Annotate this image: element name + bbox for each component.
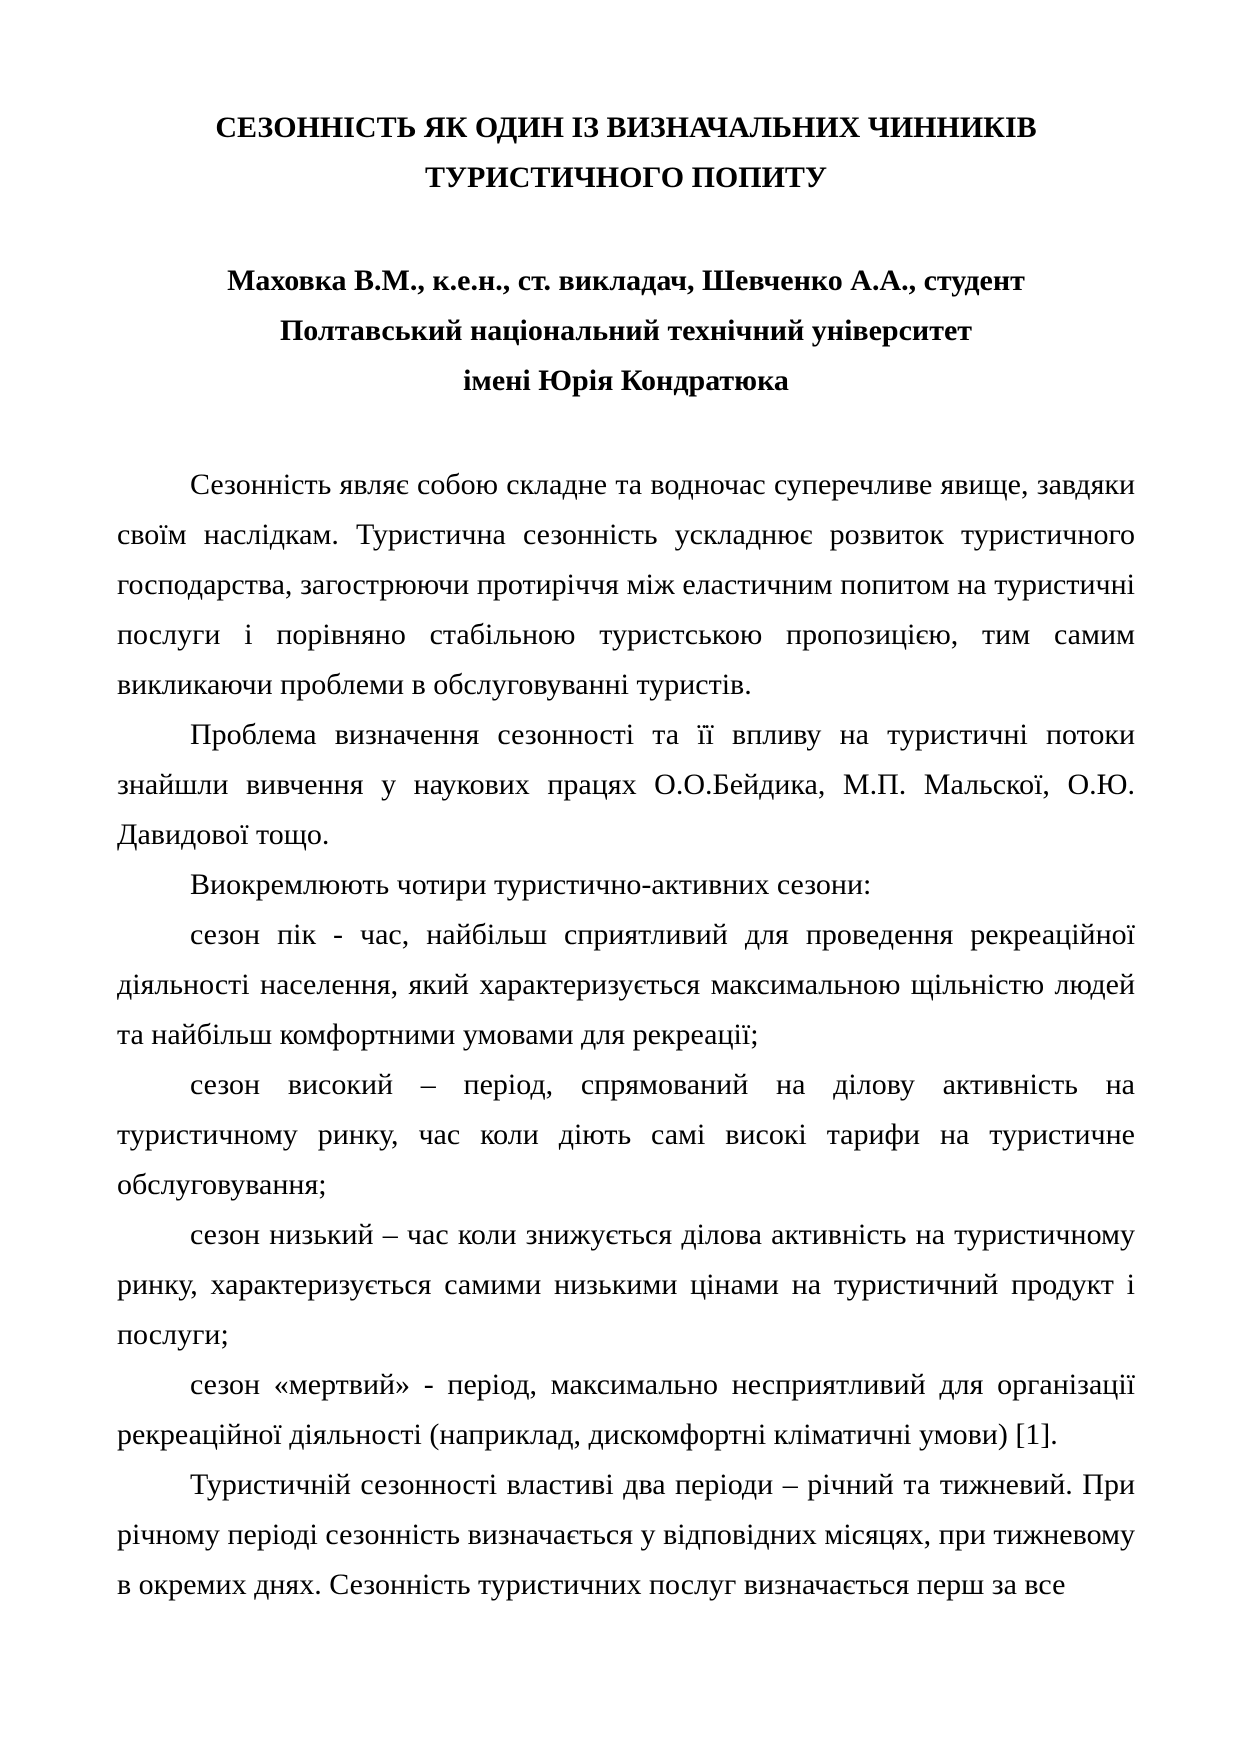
affiliation-line-1: Полтавський національний технічний університет <box>279 314 973 347</box>
body-paragraph: сезон «мертвий» - період, максимально несприятливий для організації рекреаційної діяльності (наприклад, дискомфортні кліматичні умови) [1]. <box>117 1368 1135 1451</box>
document-title <box>117 103 1135 203</box>
title-line-2: ТУРИСТИЧНОГО ПОПИТУ <box>425 161 827 194</box>
body-paragraph: Проблема визначення сезонності та її впливу на туристичні потоки знайшли вивчення у наукових працях О.О.Бейдика, М.П. Мальскої, О.Ю. Давидової тощо. <box>117 718 1135 851</box>
body-paragraph: сезон пік - час, найбільш сприятливий для проведення рекреаційної діяльності населення, який характеризується максимальною щільністю людей та найбільш комфортними умовами для рекреації; <box>117 918 1135 1051</box>
title-line-1: СЕЗОННІСТЬ ЯК ОДИН ІЗ ВИЗНАЧАЛЬНИХ ЧИННИКІВ <box>215 111 1037 144</box>
body-paragraph: Сезонність являє собою складне та водночас суперечливе явище, завдяки своїм наслідкам. Туристична сезонність ускладнює розвиток туристичного господарства, загострюючи протиріччя між еластичним попитом на туристичні послуги і порівняно стабільною туристською пропозицією, тим самим викликаючи проблеми в обслуговуванні туристів. <box>117 468 1135 701</box>
body-paragraph: сезон високий – період, спрямований на ділову активність на туристичному ринку, час коли діють самі високі тарифи на туристичне обслуговування; <box>117 1068 1135 1201</box>
affiliation-line-2: імені Юрія Кондратюка <box>463 364 789 397</box>
author-block <box>117 256 1135 406</box>
body-paragraph: Туристичній сезонності властиві два періоди – річний та тижневий. При річному періоді сезонність визначається у відповідних місяцях, при тижневому в окремих днях. Сезонність туристичних послуг визначається перш за все <box>117 1468 1135 1601</box>
body-paragraph: сезон низький – час коли знижується ділова активність на туристичному ринку, характеризується самими низькими цінами на туристичний продукт і послуги; <box>117 1218 1135 1351</box>
document-body <box>117 460 1135 1610</box>
byline: Маховка В.М., к.е.н., ст. викладач, Шевченко А.А., студент <box>227 264 1025 297</box>
body-paragraph: Виокремлюють чотири туристично-активних сезони: <box>190 868 872 901</box>
